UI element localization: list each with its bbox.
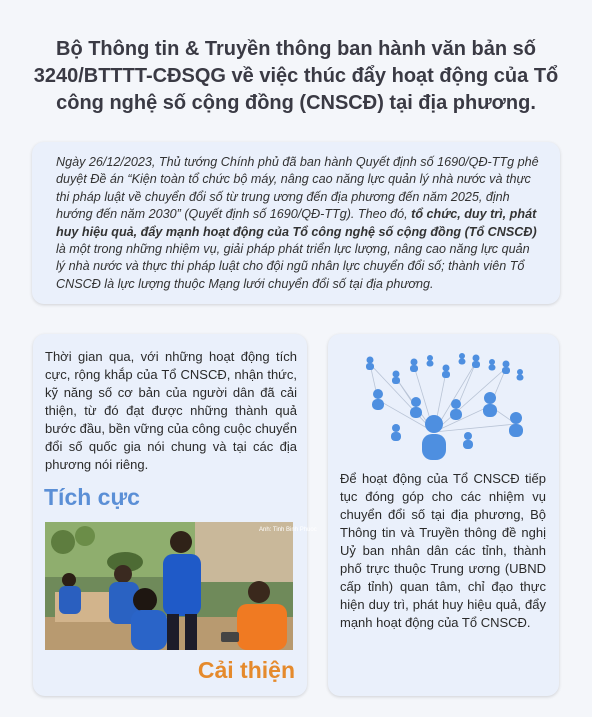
left-card (33, 334, 317, 696)
intro-text (56, 154, 540, 293)
right-card (328, 334, 559, 696)
intro-card (32, 142, 560, 304)
people-network-icon (356, 348, 530, 468)
svg-text:Anh: Tinh Binh Phuoc: Anh: Tinh Binh Phuoc (259, 527, 317, 533)
positive-heading: Tích cực (44, 484, 140, 510)
intro-text-part-1: Ngày 26/12/2023, Thủ tướng Chính phủ đã ban hành Quyết định số 1690/QĐ-TTg phê duyệt Đề án “Kiện toàn tổ chức bộ máy, nâng cao năng lực quản lý nhà nước và thực thi pháp luật về chuyển đổi số từ trung ương đến địa phương đến năm 2025, định hướng đến năm 2030” (Quyết định số 1690/QĐ-TTg). Theo đó, (56, 155, 539, 222)
intro-text-bold: tổ chức, duy trì, phát huy hiệu quả, đẩy mạnh hoạt động của Tổ công nghệ số cộng đồng (Tổ CNSCĐ) (56, 207, 537, 239)
right-card-text: Để hoạt động của Tổ CNSCĐ tiếp tục đóng góp cho các nhiệm vụ chuyển đổi số tại địa phương, Bộ Thông tin và Truyền thông đề nghị Uỷ ban nhân dân các tỉnh, thành phố trực thuộc Trung ương (UBND cấp tỉnh) quan tâm, chỉ đạo thực hiện duy trì, phát huy hiệu quả, đẩy mạnh hoạt động của Tổ CNSCĐ. (340, 471, 546, 630)
volunteers-photo-illustration (45, 522, 317, 650)
improve-heading: Cải thiện (197, 657, 295, 683)
intro-text-part-2: là một trong những nhiệm vụ, giải pháp phát triển lực lượng, nâng cao năng lực quản lý nhà nước và thực thi pháp luật cho đội ngũ nhân lực chuyển đổi số; thành viên Tổ CNSCĐ là lực lượng thuộc Mạng lưới chuyển đổi số tại địa phương. (56, 242, 530, 291)
left-card-text: Thời gian qua, với những hoạt động tích cực, rộng khắp của Tổ CNSCĐ, nhận thức, kỹ năng số cơ bản của người dân đã cải thiện, từ đó đạt được những thành quả bước đầu, bền vững của công cuộc chuyển đổi số quốc gia nói chung và tại các địa phương nói riêng. (45, 349, 297, 472)
page-title: Bộ Thông tin & Truyền thông ban hành văn bản số 3240/BTTTT-CĐSQG về việc thúc đẩy hoạt động của Tổ công nghệ số cộng đồng (CNSCĐ) tại địa phương. (33, 38, 559, 114)
volunteers-photo (45, 522, 317, 650)
